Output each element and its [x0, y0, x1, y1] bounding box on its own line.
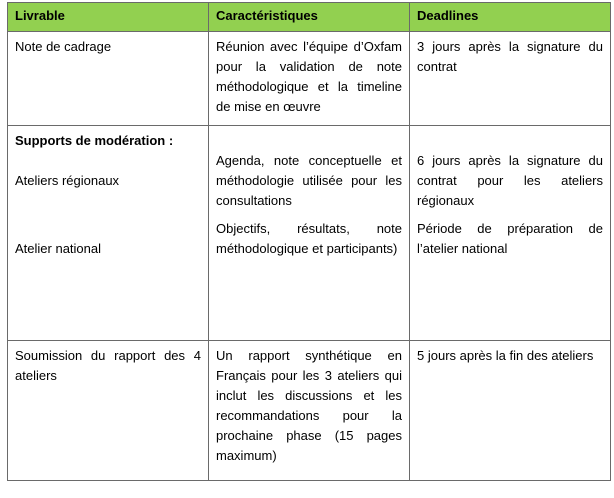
section-title: Supports de modération : [15, 133, 174, 148]
cell-livrable: Note de cadrage [8, 32, 209, 126]
sub-caracteristiques-national: Objectifs, résultats, note méthodologique et participants) [216, 221, 402, 256]
cell-caracteristiques: Réunion avec l’équipe d’Oxfam pour la validation de note méthodologique et la timeline de mise en œuvre [209, 32, 410, 126]
cell-deadline [410, 126, 611, 341]
table-row [8, 32, 611, 126]
table-row [8, 341, 611, 481]
cell-livrable: Soumission du rapport des 4 ateliers [8, 341, 209, 481]
header-deadlines: Deadlines [410, 3, 611, 32]
sub-livrable-regional: Ateliers régionaux [15, 173, 120, 188]
deliverables-table [7, 2, 611, 481]
cell-caracteristiques [209, 126, 410, 341]
sub-deadline-regional: 6 jours après la signature du contrat pour les ateliers régionaux [417, 153, 603, 208]
cell-deadline: 5 jours après la fin des ateliers [410, 341, 611, 481]
sub-deadline-national: Période de préparation de l’atelier national [417, 221, 603, 256]
header-livrable: Livrable [8, 3, 209, 32]
cell-caracteristiques: Un rapport synthétique en Français pour les 3 ateliers qui inclut les discussions et les recommandations pour la prochaine phase (15 pages maximum) [209, 341, 410, 481]
cell-livrable [8, 126, 209, 341]
table-row [8, 126, 611, 341]
table-header-row [8, 3, 611, 32]
header-caracteristiques: Caractéristiques [209, 3, 410, 32]
cell-deadline: 3 jours après la signature du contrat [410, 32, 611, 126]
sub-livrable-national: Atelier national [15, 241, 101, 256]
sub-caracteristiques-regional: Agenda, note conceptuelle et méthodologie utilisée pour les consultations [216, 153, 402, 208]
